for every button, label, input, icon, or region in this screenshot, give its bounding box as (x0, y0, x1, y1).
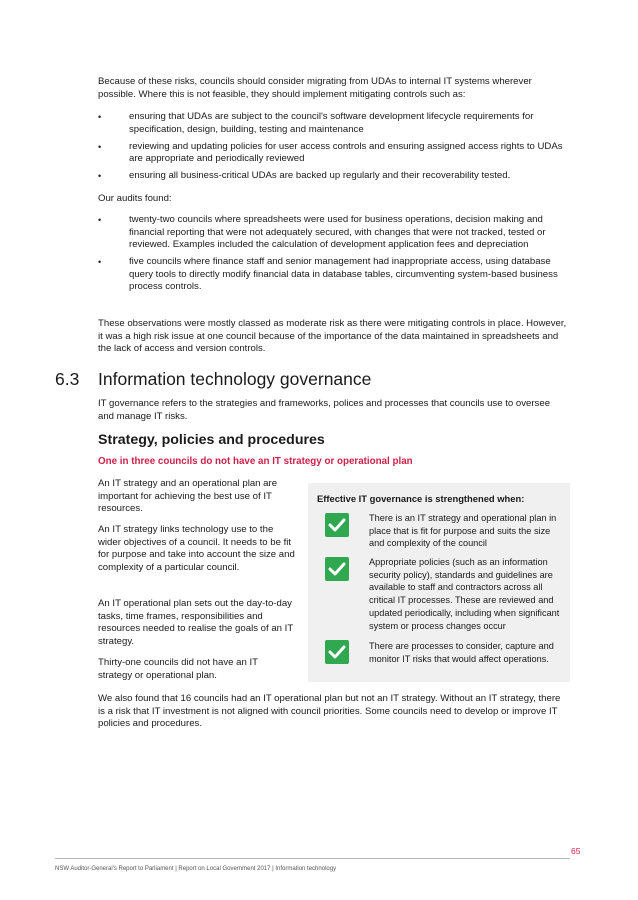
observations-paragraph: These observations were mostly classed as moderate risk as there were mitigating controls in place. However, it was a high risk issue at one council because of the importance of the data maintained in spreadsheets and the lack of access and version controls. (98, 318, 567, 355)
callout-title: Effective IT governance is strengthened when: (317, 493, 525, 504)
audits-intro: Our audits found: (98, 193, 172, 204)
footer-divider (55, 858, 570, 859)
closing-paragraph: We also found that 16 councils had an IT operational plan but not an IT strategy. Without an IT strategy, there is a risk that IT investment is not aligned with council priorities. Some councils need to develop or improve IT policies and procedures. (98, 693, 561, 730)
list-item: • reviewing and updating policies for user access controls and ensuring assigned access rights to UDAs are appropriate and periodically reviewed (98, 141, 568, 166)
callout-item: There are processes to consider, capture and monitor IT risks that would affect operations. (369, 641, 554, 664)
left-paragraph: An IT strategy and an operational plan are important for achieving the best use of IT resources. (98, 478, 278, 515)
page-number: 65 (571, 846, 581, 856)
section-number: 6.3 (55, 369, 80, 389)
checkmark-icon (325, 640, 349, 664)
intro-paragraph: Because of these risks, councils should consider migrating from UDAs to internal IT systems wherever possible. Where this is not feasible, they should implement mitigating controls such as: (98, 76, 532, 100)
audit-findings-list (98, 214, 568, 299)
section-intro: IT governance refers to the strategies and frameworks, polices and processes that councils use to oversee and manage IT risks. (98, 398, 551, 422)
left-paragraph: An IT strategy links technology use to the wider objectives of a council. It needs to be fit for purpose and take into account the size and complexity of a particular council. (98, 524, 295, 573)
footer-text: NSW Auditor-General's Report to Parliament | Report on Local Government 2017 | Information technology (55, 866, 337, 872)
callout-item: Appropriate policies (such as an information security policy), standards and guidelines are available to staff and contractors across all critical IT processes. These are reviewed and updated periodically, including when significant system or process changes occur (369, 557, 560, 631)
checkmark-icon (325, 513, 349, 537)
list-item: • twenty-two councils where spreadsheets were used for business operations, decision making and financial reporting that were not adequately secured, with changes that were not tracked, tested or reviewed. Examples included the calculation of development application fees and depreciation (98, 214, 568, 252)
section-title: Information technology governance (98, 369, 372, 389)
list-item: • ensuring all business-critical UDAs are backed up regularly and their recoverability tested. (98, 170, 568, 183)
subsection-title: Strategy, policies and procedures (98, 432, 325, 448)
callout-item: There is an IT strategy and operational plan in place that is fit for purpose and suits the size and complexity of the council (369, 513, 557, 549)
governance-callout (308, 483, 570, 682)
list-item: • ensuring that UDAs are subject to the council's software development lifecycle requirements for specification, design, building, testing and maintenance (98, 111, 568, 136)
controls-list (98, 111, 568, 187)
finding-heading: One in three councils do not have an IT strategy or operational plan (98, 456, 413, 467)
left-paragraph: An IT operational plan sets out the day-to-day tasks, time frames, responsibilities and resources needed to realise the goals of an IT strategy. (98, 598, 294, 647)
left-paragraph: Thirty-one councils did not have an IT strategy or operational plan. (98, 657, 258, 681)
list-item: • five councils where finance staff and senior management had inappropriate access, using database query tools to directly modify financial data in database tables, circumventing system-based business process controls. (98, 256, 568, 294)
checkmark-icon (325, 557, 349, 581)
